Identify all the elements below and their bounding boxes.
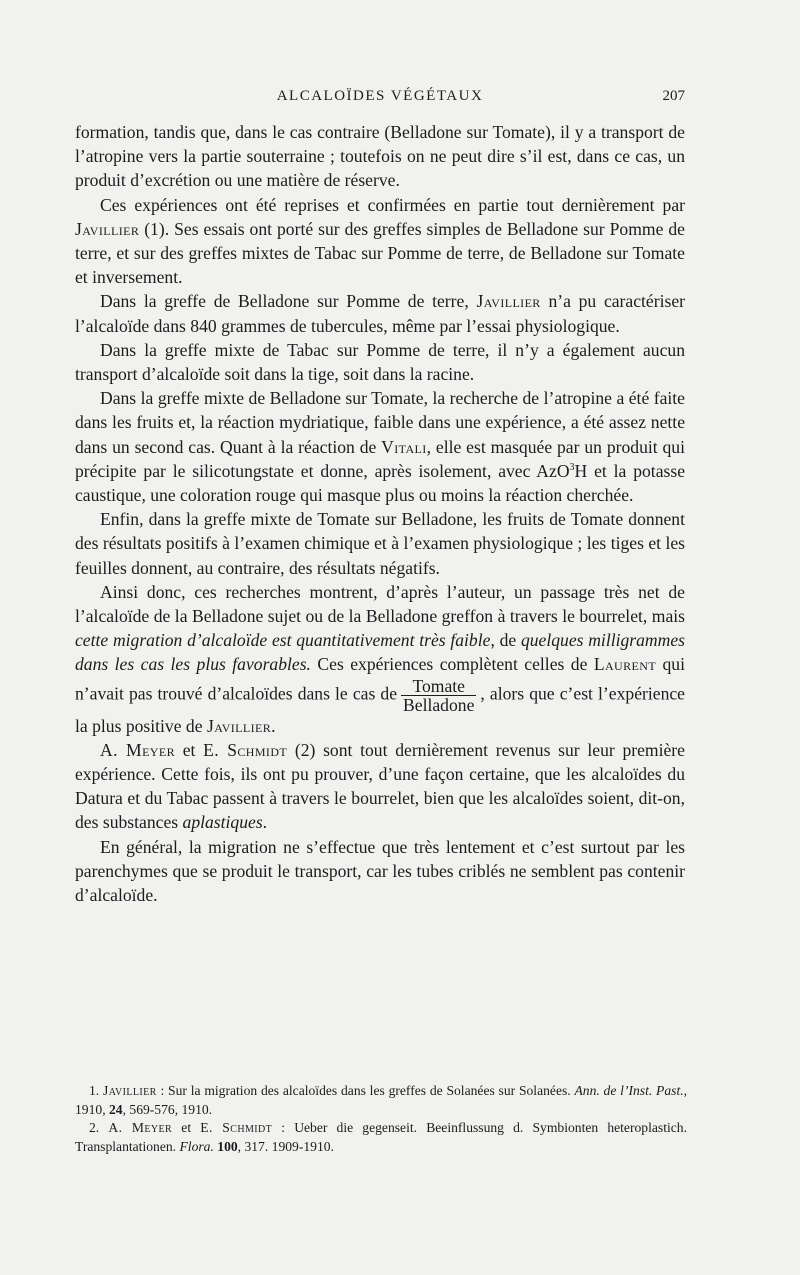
footnote-1 bbox=[75, 1082, 687, 1119]
p9-text: En général, la migration ne s’effectue que très lentement et c’est surtout par les parenchymes que se produit le transport, car les tubes criblés ne semblent pas contenir d’alcaloïde. bbox=[75, 836, 685, 906]
footnote-1-text-a: : Sur la migration des alcaloïdes dans les greffes de Solanées sur Solanées. bbox=[160, 1083, 571, 1098]
p5-text-a: Dans la greffe mixte de Belladone sur Tomate, la recherche de l’atropine a été faite dans les fruits et, la réaction mydriatique, faible dans une expérience, a été assez nette dans un second cas. Quant à la réaction de bbox=[75, 388, 685, 457]
superscript-3: 3 bbox=[569, 461, 575, 473]
paragraph-9 bbox=[75, 835, 685, 908]
italic-emphasis: cette migration d’alcaloïde est quantitativement très faible bbox=[75, 630, 491, 651]
footnote-ref-2[interactable]: (2) bbox=[294, 739, 316, 760]
footnote-1-author: Javillier bbox=[103, 1083, 157, 1098]
p7-text-b: , de bbox=[490, 630, 517, 651]
footnote-2-author-2: E. Schmidt bbox=[200, 1120, 273, 1135]
p7-end: . bbox=[271, 715, 276, 736]
author-vitali: Vitali bbox=[381, 436, 427, 457]
p7-text-d: qui n’avait pas trouvé d’alcaloïdes dans le cas de bbox=[75, 654, 685, 704]
footnote-2-text-a: : Ueber die gegenseit. Beeinflussung d. Symbionten heteroplastich. Transplantationen. bbox=[75, 1120, 687, 1154]
p5-text-c: H et la potasse caustique, une coloration rouge qui masque plus ou moins la réaction cherchée. bbox=[75, 460, 686, 506]
footnote-2-volume: 100 bbox=[217, 1138, 238, 1154]
author-javillier: Javillier bbox=[206, 715, 272, 736]
p4-text: Dans la greffe mixte de Tabac sur Pomme de terre, il n’y a également aucun transport d’alcaloïde soit dans la tige, soit dans la racine. bbox=[75, 339, 685, 385]
fraction-denominator: Belladone bbox=[403, 694, 475, 715]
p6-text: Enfin, dans la greffe mixte de Tomate sur Belladone, les fruits de Tomate donnent des résultats positifs à l’examen chimique et à l’examen physiologique ; les tiges et les feuilles donnent, au contraire, des résultats négatifs. bbox=[75, 509, 685, 578]
author-javillier: Javillier bbox=[476, 291, 541, 312]
fraction-numerator: Tomate bbox=[401, 677, 476, 696]
p7-text-c: Ces expériences complètent celles de bbox=[317, 654, 588, 675]
footnote-1-journal: Ann. de l’Inst. Past. bbox=[574, 1083, 684, 1098]
footnote-1-text-c: , 569-576, 1910. bbox=[122, 1101, 213, 1117]
italic-emphasis-2: quelques milligrammes dans les cas les plus favorables. bbox=[75, 630, 685, 675]
main-text bbox=[75, 120, 685, 907]
p1-text: formation, tandis que, dans le cas contraire (Belladone sur Tomate), il y a transport de l’atropine vers la partie souterraine ; toutefois on ne peut dire s’il est, dans ce cas, un produit d’excrétion ou une matière de réserve. bbox=[75, 122, 685, 191]
paragraph-6 bbox=[75, 507, 685, 580]
author-schmidt: E. Schmidt bbox=[203, 739, 288, 760]
author-laurent: Laurent bbox=[593, 654, 657, 675]
footnote-2 bbox=[75, 1119, 687, 1156]
paragraph-4 bbox=[75, 338, 685, 386]
footnote-1-text-b: , 1910, bbox=[75, 1083, 688, 1117]
p3-text-a: Dans la greffe de Belladone sur Pomme de terre, bbox=[100, 291, 469, 312]
p2-text-b: . Ses essais ont porté sur des greffes simples de Belladone sur Pomme de terre, et sur des greffes mixtes de Tabac sur Pomme de terre, de Belladone sur Tomate et inversement. bbox=[75, 218, 685, 288]
p8-end: . bbox=[262, 812, 268, 833]
footnote-2-and: et bbox=[181, 1120, 192, 1135]
footnote-2-number: 2. bbox=[89, 1120, 100, 1135]
paragraph-5 bbox=[75, 386, 685, 507]
italic-aplastiques: aplastiques bbox=[182, 812, 263, 833]
paragraph-8 bbox=[75, 738, 685, 835]
p8-text-a: sont tout dernièrement revenus sur leur première expérience. Cette fois, ils ont pu prouver, d’une façon certaine, que les alcaloïdes du Datura et du Tabac passent à travers le bourrelet, bien que les alcaloïdes soient, dit-on, des substances bbox=[75, 739, 685, 833]
footnote-2-text-b: , 317. 1909-1910. bbox=[237, 1138, 334, 1154]
footnote-1-number: 1. bbox=[89, 1083, 100, 1098]
page-number: 207 bbox=[662, 88, 685, 104]
paragraph-3 bbox=[75, 289, 685, 337]
paragraph-2 bbox=[75, 193, 685, 290]
p8-and: et bbox=[182, 739, 196, 760]
footnote-2-author-1: A. Meyer bbox=[108, 1120, 173, 1135]
paragraph-7 bbox=[75, 580, 685, 738]
running-head bbox=[75, 84, 685, 112]
p5-text-b: , elle est masquée par un produit qui précipite par le silicotungstate et donne, après isolement, avec AzO bbox=[75, 436, 685, 481]
p7-text-e: , alors que c’est l’expérience la plus positive de bbox=[75, 683, 685, 736]
paragraph-1 bbox=[75, 120, 685, 193]
footnotes bbox=[75, 1082, 687, 1156]
running-title: ALCALOÏDES VÉGÉTAUX bbox=[276, 88, 484, 104]
footnote-ref-1[interactable]: (1) bbox=[144, 218, 165, 239]
footnote-2-journal: Flora. bbox=[179, 1138, 214, 1154]
p2-text-a: Ces expériences ont été reprises et confirmées en partie tout dernièrement par bbox=[100, 194, 685, 215]
author-javillier: Javillier bbox=[75, 218, 140, 239]
author-meyer: A. Meyer bbox=[100, 739, 175, 760]
p7-text-a: Ainsi donc, ces recherches montrent, d’après l’auteur, un passage très net de l’alcaloïde de la Belladone sujet ou de la Belladone greffon à travers le bourrelet, mais bbox=[75, 581, 685, 627]
footnote-1-volume: 24 bbox=[109, 1101, 123, 1117]
p3-text-b: n’a pu caractériser l’alcaloïde dans 840 grammes de tubercules, même par l’essai physiologique. bbox=[75, 291, 685, 336]
fraction-tomate-belladone bbox=[401, 677, 476, 714]
